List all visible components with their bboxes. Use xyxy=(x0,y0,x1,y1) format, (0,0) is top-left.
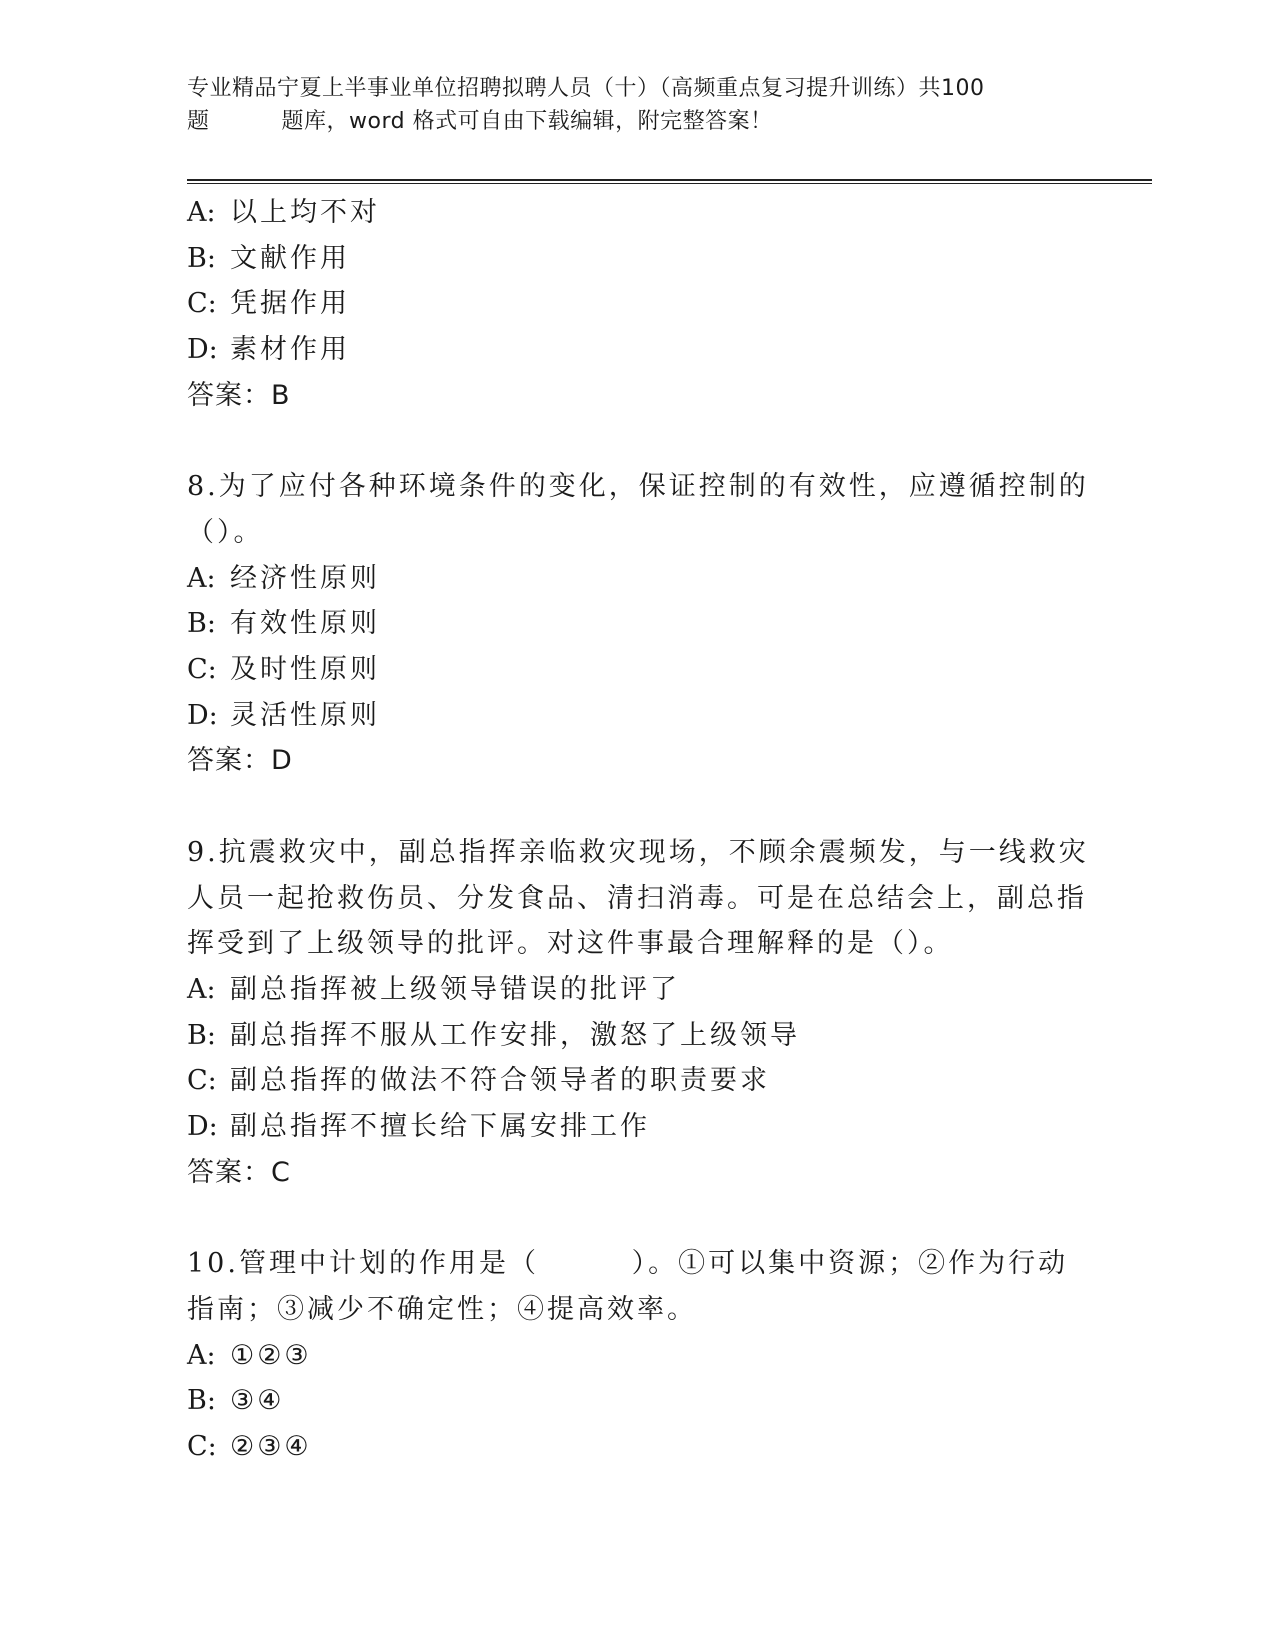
header-rule-thick xyxy=(187,179,1152,181)
question-stem: 8.为了应付各种环境条件的变化，保证控制的有效性，应遵循控制的 xyxy=(187,471,1089,503)
option-b: B: 文献作用 xyxy=(187,242,350,274)
question-8 xyxy=(187,464,1087,784)
question-10 xyxy=(187,1241,1087,1470)
question-list xyxy=(187,190,1087,1470)
option-b: B: 有效性原则 xyxy=(187,608,380,640)
option-d: D: 灵活性原则 xyxy=(187,699,380,731)
answer-line: 答案：B xyxy=(187,379,291,411)
option-d: D: 副总指挥不擅长给下属安排工作 xyxy=(187,1111,650,1143)
header-gap xyxy=(210,105,282,138)
answer-line: 答案：C xyxy=(187,1156,291,1188)
question-stem: 指南；③减少不确定性；④提高效率。 xyxy=(187,1293,697,1325)
document-header xyxy=(187,72,1087,138)
question-stem: 挥受到了上级领导的批评。对这件事最合理解释的是（）。 xyxy=(187,928,954,960)
question-stem: 人员一起抢救伤员、分发食品、清扫消毒。可是在总结会上，副总指 xyxy=(187,882,1087,914)
option-c: C: 及时性原则 xyxy=(187,654,380,686)
header-rule-thin xyxy=(187,183,1152,184)
option-d: D: 素材作用 xyxy=(187,334,350,366)
option-c: C: ②③④ xyxy=(187,1430,312,1462)
option-a: A: ①②③ xyxy=(187,1339,312,1371)
question-stem: 10.管理中计划的作用是（ ）。①可以集中资源；②作为行动 xyxy=(187,1248,1069,1280)
question-stem: （）。 xyxy=(187,516,264,548)
option-a: A: 以上均不对 xyxy=(187,197,380,228)
header-line2-start: 题 xyxy=(187,109,210,134)
option-c: C: 副总指挥的做法不符合领导者的职责要求 xyxy=(187,1065,770,1097)
option-b: B: 副总指挥不服从工作安排，激怒了上级领导 xyxy=(187,1019,800,1051)
question-stem: 9.抗震救灾中，副总指挥亲临救灾现场，不顾余震频发，与一线救灾 xyxy=(187,836,1089,868)
header-title-line2 xyxy=(187,105,1087,138)
option-a: A: 副总指挥被上级领导错误的批评了 xyxy=(187,973,680,1005)
option-a: A: 经济性原则 xyxy=(187,562,380,594)
option-b: B: ③④ xyxy=(187,1385,285,1417)
answer-line: 答案：D xyxy=(187,745,293,777)
question-9 xyxy=(187,830,1087,1196)
option-c: C: 凭据作用 xyxy=(187,288,350,320)
header-title-line1: 专业精品宁夏上半事业单位招聘拟聘人员（十）（高频重点复习提升训练）共100 xyxy=(187,76,985,101)
header-line2-rest: 题库，word 格式可自由下载编辑，附完整答案！ xyxy=(281,109,773,134)
question-7 xyxy=(187,190,1087,419)
